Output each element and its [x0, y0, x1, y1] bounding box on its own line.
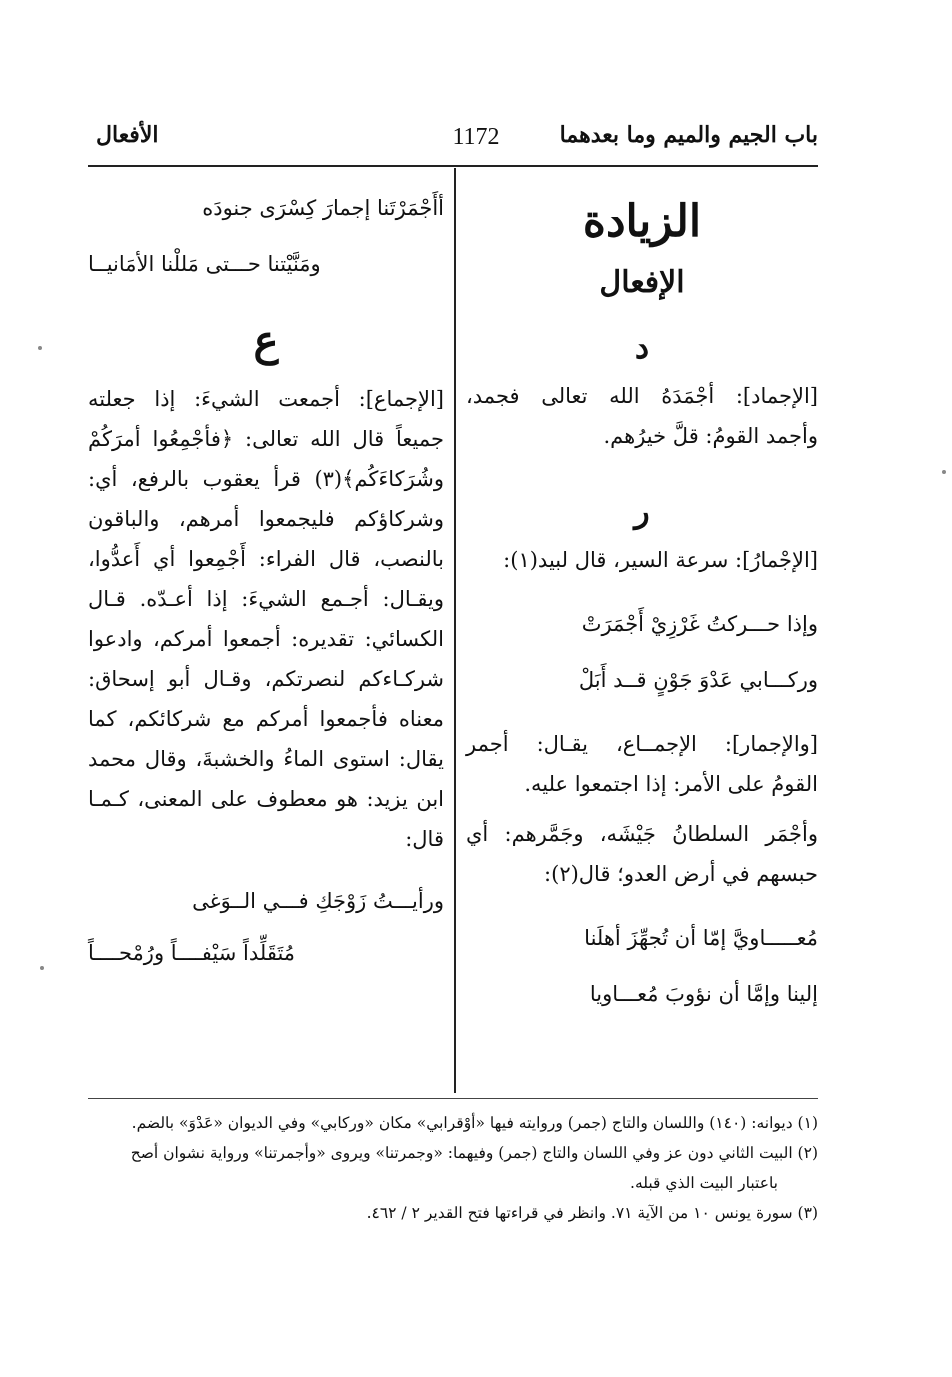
- scan-speck: [942, 470, 946, 474]
- text-line: [والإجمار]: الإجمــاع، يقـال: أجمر: [466, 732, 818, 756]
- text-line: ويقـال: أجـمع الشيءَ: إذا أعـدّه. قـال: [88, 587, 444, 611]
- text-line: الكسائي: تقديره: أجمعوا أمركم، وادعوا: [88, 627, 444, 651]
- text-line: حبسهم في أرض العدو؛ قال(٢):: [544, 862, 818, 886]
- text-line: يقال: استوى الماءُ والخشبةَ، وقال محمد: [88, 747, 444, 771]
- scan-speck: [40, 966, 44, 970]
- header-rule: [88, 165, 818, 167]
- verse-line: إلينا وإمَّا أن نؤوبَ مُعـــاويا: [589, 982, 818, 1006]
- verse-line: ومَنَّيْتنا حـــتى مَللْنا الأمَانيــا: [88, 252, 321, 276]
- verse-line: مُعـــــاويَّ إمّا أن تُجهِّزَ أهلَنا: [584, 926, 818, 950]
- footnote-rule: [88, 1098, 818, 1099]
- text-line: بالنصب، قال الفراء: أَجْمِعوا أي أَعدُّوا،: [88, 547, 444, 571]
- text-line: قال:: [405, 827, 444, 851]
- text-line: ابن يزيد: هو معطوف على المعنى، كـمـا: [88, 787, 444, 811]
- verse-line: وركـــابي عَدْوَ جَوْنٍ قــد أَبَلْ: [578, 668, 818, 692]
- running-head-right: باب الجيم والميم وما بعدهما: [559, 122, 818, 148]
- verse-line: وإذا حـــركتُ غَرْزِيْ أَجْمَرَتْ: [581, 612, 818, 636]
- text-line: [الإجماع]: أجمعت الشيءَ: إذا جعلته: [88, 387, 444, 411]
- text-line: وأجْمَر السلطانُ جَيْشَه، وجَمَّرهم: أي: [466, 822, 818, 846]
- verse: [88, 875, 444, 979]
- scan-speck: [38, 346, 42, 350]
- verse: [466, 910, 818, 1022]
- letter-heading-ra: ر: [634, 492, 650, 530]
- verse: [466, 596, 818, 708]
- text-line: وشركاؤكم فليجمعوا أمرهم، والباقون: [88, 507, 444, 531]
- page-number: 1172: [452, 124, 500, 150]
- footnote: (٣) سورة يونس ١٠ من الآية ٧١. وانظر في قراءتها فتح القدير ٢ / ٤٦٢.: [366, 1204, 818, 1222]
- text-line: وشُرَكاءَكُم﴾(٣) قرأ يعقوب بالرفع، أي:: [88, 467, 444, 491]
- text-line: معناه فأجمعوا أمركم مع شركائكم، كما: [88, 707, 444, 731]
- section-title: الزيادة: [582, 196, 702, 247]
- footnote-continuation: باعتبار البيت الذي قبله.: [630, 1174, 778, 1192]
- running-head-left: الأفعال: [96, 122, 159, 148]
- right-column: [466, 180, 818, 1038]
- verse-line: أأَجْمَرْتَنا إجمارَ كِسْرَى جنودَه: [202, 196, 444, 220]
- left-column: [88, 180, 444, 995]
- footnote: (٢) البيت الثاني دون عز وفي اللسان والتاج (جمر) وفيهما: «وجمرتنا» ويروى «وأجمرتنا» ورواية نشوان أصح: [130, 1144, 818, 1162]
- footnote: (١) ديوانه: (١٤٠) واللسان والتاج (جمر) وروايته فيها «أوْقرابي» مكان «وركابي» وفي الديوان «عَدْوَ» بالضم.: [131, 1114, 818, 1132]
- subsection-title: الإفعال: [599, 265, 685, 300]
- text-line: القومُ على الأمر: إذا اجتمعوا عليه.: [524, 772, 818, 796]
- verse-line: مُتَقَلِّداً سَيْفــــاً ورُمْحــــاً: [88, 941, 296, 965]
- text-line: شركـاءكم لنصرتكم، وقـال أبو إسحاق:: [88, 667, 444, 691]
- column-divider: [454, 168, 456, 1093]
- letter-heading-dal: د: [634, 328, 650, 366]
- letter-heading-ayn: ع: [253, 316, 279, 365]
- text-line: [الإجماد]: أجْمَدَهُ الله تعالى فجمد،: [466, 384, 818, 408]
- text-line: وأجمد القومُ: قلَّ خيرُهم.: [603, 424, 818, 448]
- verse-line: ورأيـــتُ زَوْجَكِ فـــي الــوَغى: [192, 889, 444, 913]
- text-line: جميعاً قال الله تعالى: ﴿فأجْمِعُوا أمرَكُمْ: [88, 427, 444, 451]
- text-line: [الإجْمارُ]: سرعة السير، قال لبيد(١):: [503, 548, 818, 572]
- footnotes: [88, 1108, 818, 1228]
